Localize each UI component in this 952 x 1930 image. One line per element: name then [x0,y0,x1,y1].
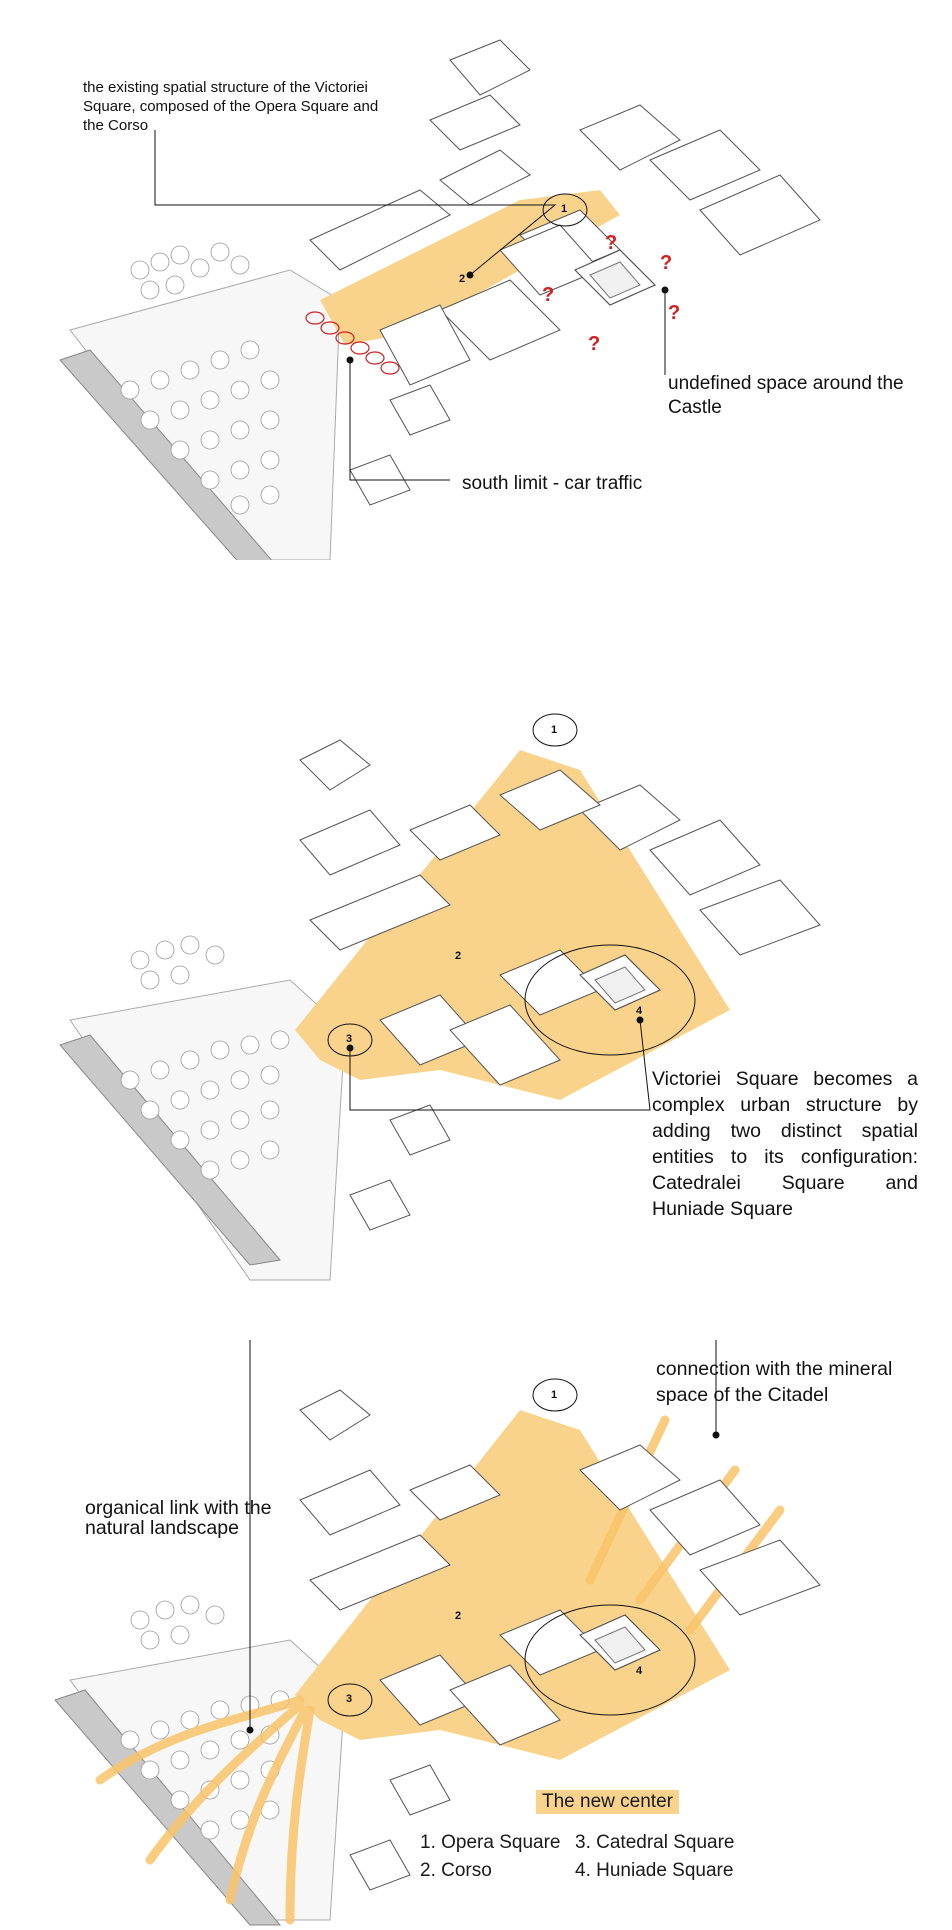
marker-label-4: 4 [636,1665,643,1677]
marker-label-2: 2 [459,273,466,285]
marker-label-2: 2 [455,950,462,962]
marker-label-3: 3 [346,1033,353,1045]
note-existing-structure: the existing spatial structure of the Victoriei Square, composed of the Opera Square and the Corso [83,79,379,134]
note-citadel-connection: connection with the mineral space of the Citadel [656,1358,893,1406]
legend-item-catedral: 3. Catedral Square [575,1832,735,1853]
note-undefined-castle: undefined space around the Castle [668,373,904,418]
question-mark: ? [605,232,618,254]
diagram-panel-existing [0,0,952,560]
marker-label-1: 1 [551,1389,558,1401]
question-mark: ? [588,333,601,355]
legend-title: The new center [536,1790,679,1814]
marker-label-1: 1 [561,203,568,215]
legend-item-corso: 2. Corso [420,1860,492,1881]
note-south-limit: south limit - car traffic [462,473,643,494]
marker-label-3: 3 [346,1693,353,1705]
marker-label-1: 1 [551,724,558,736]
question-mark: ? [660,252,673,274]
question-mark: ? [542,284,555,306]
marker-label-4: 4 [636,1005,643,1017]
legend-item-opera: 1. Opera Square [420,1832,561,1853]
question-mark: ? [668,302,681,324]
legend-item-huniade: 4. Huniade Square [575,1860,734,1881]
marker-label-2: 2 [455,1610,462,1622]
diagram-panel-complex [0,700,952,1300]
note-complex-structure: Victoriei Square becomes a complex urban structure by adding two distinct spatial entities to its configuration: Catedralei Square and Huniade Square [652,1068,918,1220]
note-landscape-link: organical link with the natural landscape [85,1497,272,1539]
